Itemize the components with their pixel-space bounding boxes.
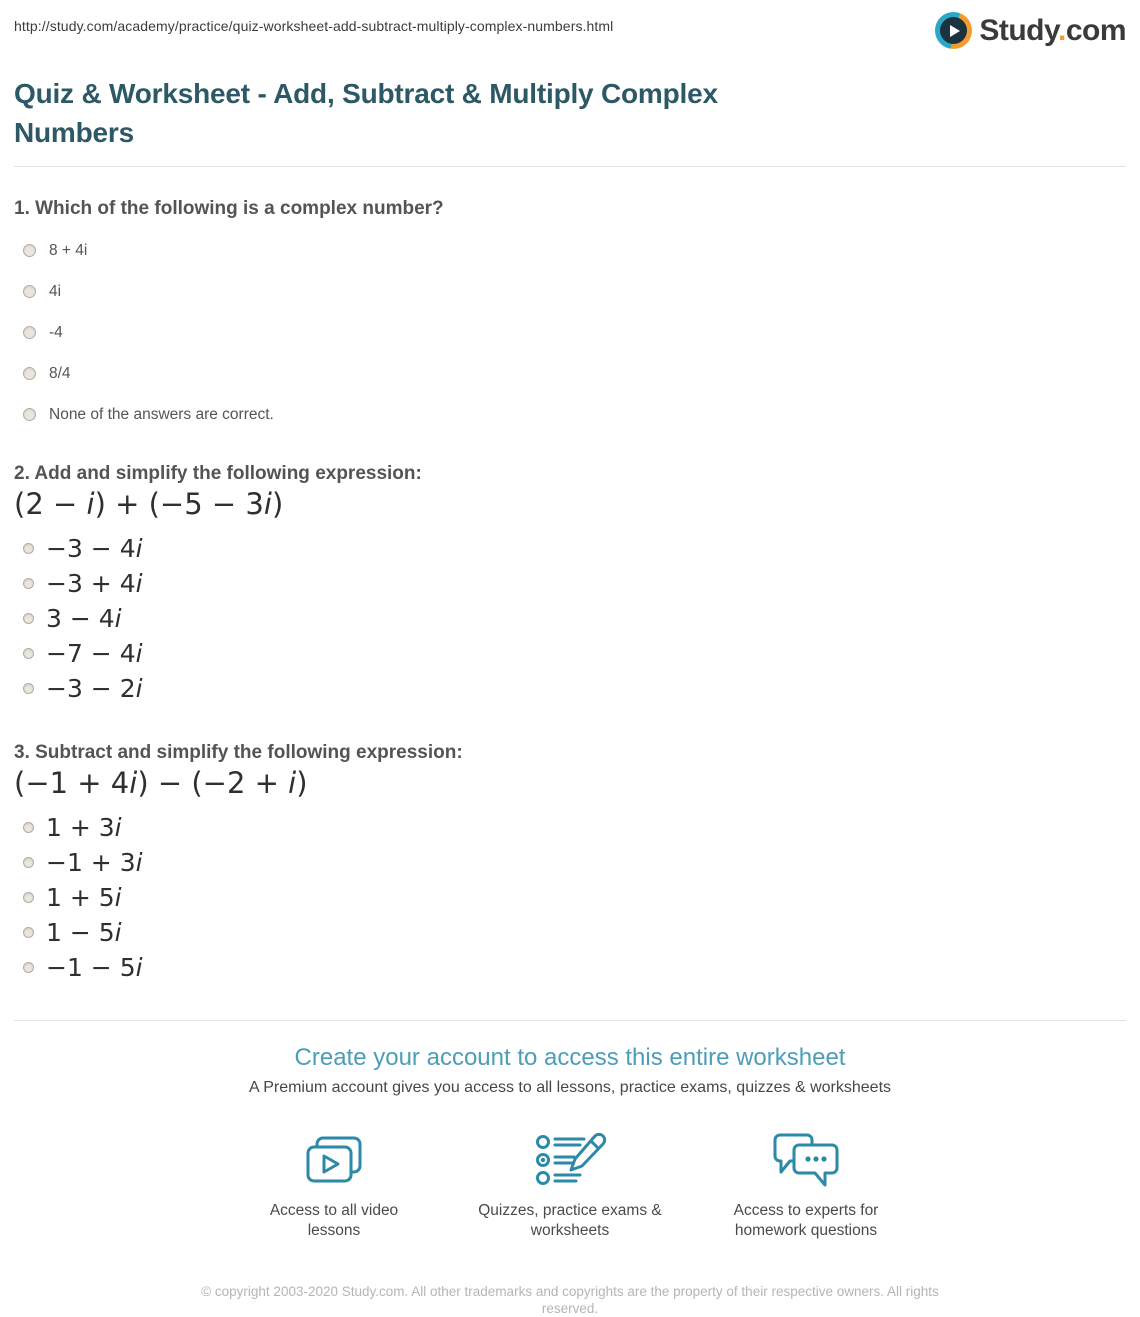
answer-option[interactable] [14,601,1140,636]
answer-option-label[interactable]: 1 + 3i [46,813,122,842]
feature-homework-experts [697,1131,915,1241]
radio-button[interactable] [23,648,34,659]
answer-option-label[interactable]: −3 − 4i [46,534,143,563]
feature-label: Access to experts for homework questions [733,1202,879,1239]
copyright-notice: © copyright 2003-2020 Study.com. All other trademarks and copyrights are the property of their respective owners. All rights reserved. [201,1284,939,1316]
answer-option-label[interactable]: 3 − 4i [46,604,122,633]
features-row [0,1131,1140,1241]
answer-option-label[interactable]: −1 − 5i [46,953,143,982]
title-divider [14,166,1126,167]
radio-button[interactable] [23,857,34,868]
question-1-heading: 1. Which of the following is a complex number? [14,198,444,219]
quiz-worksheet-icon [532,1131,608,1189]
radio-button[interactable] [23,285,36,298]
radio-button[interactable] [23,244,36,257]
answer-option[interactable] [14,810,1140,845]
radio-button[interactable] [23,822,34,833]
answer-option[interactable] [14,915,1140,950]
answer-option[interactable] [14,531,1140,566]
answer-option-label[interactable]: −1 + 3i [46,848,143,877]
question-3-heading: 3. Subtract and simplify the following expression: [14,742,463,763]
radio-button[interactable] [23,543,34,554]
answer-option[interactable] [14,880,1140,915]
answer-option-label[interactable]: −3 − 2i [46,674,143,703]
question-3 [14,742,1140,985]
answer-option[interactable] [14,566,1140,601]
question-3-options [14,810,1140,985]
radio-button[interactable] [23,683,34,694]
chat-experts-icon [770,1131,842,1189]
radio-button[interactable] [23,962,34,973]
answer-option-label[interactable]: 8 + 4i [49,241,88,259]
answer-option-label[interactable]: -4 [49,323,63,341]
answer-option[interactable] [14,242,1140,259]
answer-option-label[interactable]: 4i [49,282,62,300]
radio-button[interactable] [23,408,36,421]
answer-option[interactable] [14,324,1140,341]
answer-option[interactable] [14,365,1140,382]
answer-option[interactable] [14,950,1140,985]
radio-button[interactable] [23,892,34,903]
radio-button[interactable] [23,578,34,589]
answer-option-label[interactable]: None of the answers are correct. [49,405,274,423]
page-header [0,0,1140,54]
feature-quizzes-worksheets [461,1131,679,1241]
feature-video-lessons [225,1131,443,1241]
answer-option[interactable] [14,636,1140,671]
page-url: http://study.com/academy/practice/quiz-worksheet-add-subtract-multiply-complex-numbers.html [14,18,614,34]
answer-option-label[interactable]: 8/4 [49,364,71,382]
page-title: Quiz & Worksheet - Add, Subtract & Multiply Complex Numbers [14,78,718,148]
question-2-options [14,531,1140,706]
question-1-options [14,242,1140,423]
studycom-logo-text: Study.com [979,13,1126,47]
cta-divider [14,1020,1126,1021]
answer-option[interactable] [14,283,1140,300]
answer-option[interactable] [14,406,1140,423]
video-lessons-icon [303,1131,365,1189]
radio-button[interactable] [23,326,36,339]
question-3-expression: (−1 + 4i) − (−2 + i) [14,766,308,800]
feature-label: Quizzes, practice exams & worksheets [478,1202,662,1239]
answer-option[interactable] [14,671,1140,706]
question-1 [14,198,1140,423]
question-2-expression: (2 − i) + (−5 − 3i) [14,487,284,521]
feature-label: Access to all video lessons [269,1202,399,1239]
answer-option-label[interactable]: 1 − 5i [46,918,122,947]
answer-option-label[interactable]: 1 + 5i [46,883,122,912]
answer-option-label[interactable]: −3 + 4i [46,569,143,598]
create-account-link[interactable]: Create your account to access this entire worksheet [294,1044,846,1071]
premium-subheading: A Premium account gives you access to all lessons, practice exams, quizzes & worksheets [248,1079,892,1096]
radio-button[interactable] [23,927,34,938]
studycom-play-icon [935,12,972,49]
question-2-heading: 2. Add and simplify the following expression: [14,463,422,484]
answer-option-label[interactable]: −7 − 4i [46,639,143,668]
radio-button[interactable] [23,367,36,380]
studycom-logo[interactable] [935,12,1126,49]
answer-option[interactable] [14,845,1140,880]
radio-button[interactable] [23,613,34,624]
question-2 [14,463,1140,706]
